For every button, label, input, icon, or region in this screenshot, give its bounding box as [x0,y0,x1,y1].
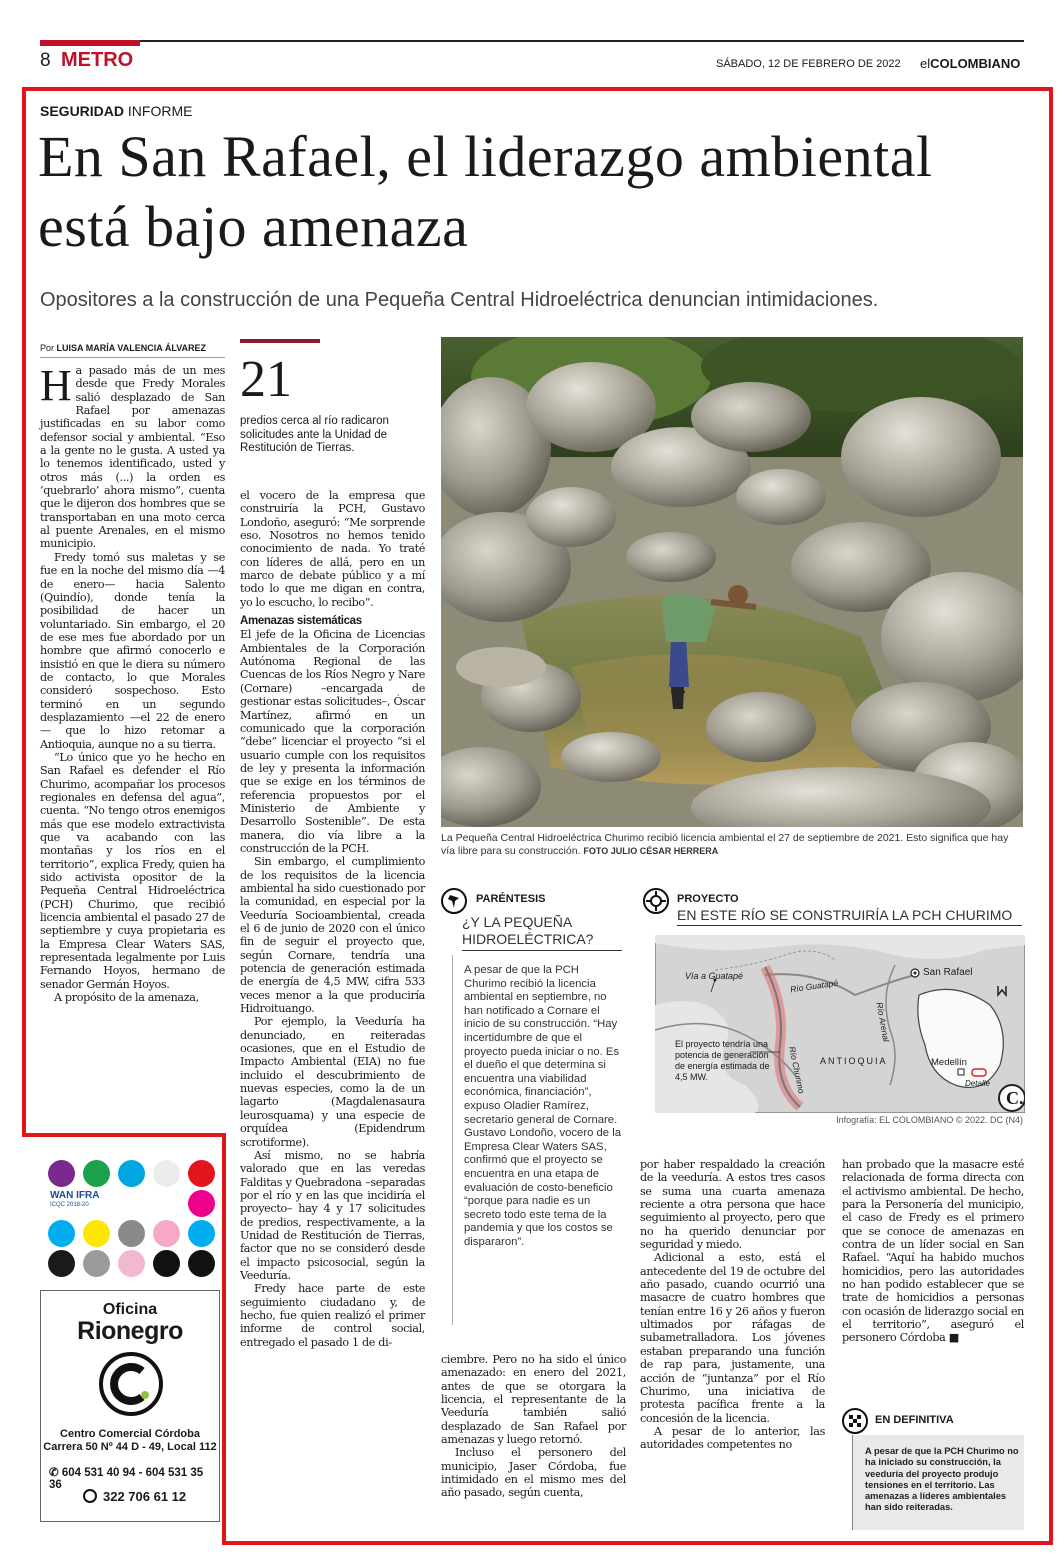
article-column-1 [40,361,225,1005]
paragraph: Ha pasado más de un mes desde que Fredy Morales salió desplazado de San Rafael por amenazas justificadas en su labor como defensor social y ambiental. “Eso a la gente no le gusta. A usted ya lo tenemos identificado, usted y otros más (...) la orden es ‘quebrarlo’ ahora mismo”, cuenta que le dijeron dos hombres que se transportaban en una moto cerca al puente Arenales, en el mismo municipio. [40,361,225,551]
kicker: SEGURIDAD INFORME [40,103,193,119]
byline: Por LUISA MARÍA VALENCIA ÁLVAREZ [40,343,207,353]
parentesis-text: A pesar de que la PCH Churimo recibió la licencia ambiental en septiembre, no han notificado a Cornare el inicio de su construcción. “Hay incertidumbre de que el proyecto pueda iniciar o no. Es el dueño el que determina si encuentra una viabilidad económica, financiación”, expuso Oladier Ramírez, secretario general de Cornare. Gustavo Londoño, vocero de la Empresa Clear Waters SAS, confirmó que el proyecto se encuentra en una etapa de evaluación de costo-beneficio “porque para nadie es un secreto todo este tema de la pandemia y que los costos se dispararon”. [464,964,622,1248]
color-swatch [153,1250,180,1277]
proyecto-label: PROYECTO [677,893,739,905]
paragraph: han probado que la masacre esté relacionada de forma directa con el activismo ambiental. De hecho, para la Personería del municipio, el caso de Fredy es el primero que se conoce de amenazas en contra de un líder social en San Rafael. “Aquí ha habido muchos homicidios, pero las autoridades no han podido establecer que se trate de homicidios a personas con ocasión de liderazgo social en el territorio”, aseguró el personero Córdoba ■ [842,1158,1024,1345]
stat-number: 21 [240,351,292,408]
map-credit: Infografía: EL COLOMBIANO © 2022. DC (N4) [836,1115,1023,1125]
headline: En San Rafael, el liderazgo ambiental está bajo amenaza [38,124,933,259]
color-swatch [83,1220,110,1247]
map-label-rio-arenal: Río Arenal [874,1001,892,1043]
newspaper-logo: elCOLOMBIANO [920,56,1021,71]
article-column-4 [640,1158,825,1452]
logo-c-icon: C. [1006,1088,1024,1108]
parentesis-rule [462,950,622,951]
inline-subhead: Amenazas sistemáticas [240,615,362,628]
section-tab [40,40,140,46]
subheadline: Opositores a la construcción de una Pequeña Central Hidroeléctrica denuncian intimidaciones. [40,289,879,311]
parentesis-label: PARÉNTESIS [476,893,546,905]
phone-icon: ✆ [49,1467,62,1479]
paragraph: Adicional a esto, está el antecedente del 19 de octubre del año pasado, cuando ocurrió una masacre de cuatro hombres que tenían entre 16 y 26 años y fueron ultimados por ráfagas de subametralladora. Los jóvenes estaban preparando una función de rap para, justamente, una acción de “juntanza” por el Río Churimo, una iniciativa de protesta pacífica frente a la concesión de la licencia. [640,1251,825,1425]
dropcap: H [40,361,72,410]
map-label-rio-guatape: Río Guatapé [789,977,839,995]
paragraph: Incluso el personero del municipio, Jaser Córdoba, fue intimidado en el mismo mes del año pasado, según cuenta, [441,1446,626,1500]
map-label-detalle: Detalle [965,1079,990,1088]
header-rule [40,40,1024,42]
color-swatch [83,1250,110,1277]
article-column-2 [240,489,425,1349]
paragraph: el vocero de la empresa que construiría la PCH, Gustavo Londoño, aseguró: “Me sorprende eso. Nosotros no hemos tenido conocimiento de nada. Yo traté con líderes de allá, pero en un marco de debate público y a mí todo lo que me digan en contra, yo lo escucho, lo recibo”. [240,489,425,609]
map-note: El proyecto tendría una potencia de generación de energía estimada de 4,5 MW. [675,1039,770,1082]
advertisement[interactable] [40,1290,220,1522]
issue-date: SÁBADO, 12 DE FEBRERO DE 2022 [716,58,901,70]
ad-address-line-2: Carrera 50 Nº 44 D - 49, Local 112 [43,1441,217,1453]
north-indicator [998,986,1007,995]
section-name: METRO [61,49,134,71]
color-swatch [118,1160,145,1187]
paragraph: ciembre. Pero no ha sido el único amenazado: en enero del 2021, antes de que se otorgara la licencia, el representante de la Veeduría también salió desplazado de San Rafael por amenazas y luego retornó. [441,1353,626,1447]
map-label-rio-churimo: Río Churimo [787,1045,807,1095]
color-swatch [188,1220,215,1247]
ad-city: Rionegro [77,1317,183,1345]
logo-icon [98,1351,164,1421]
paragraph: A propósito de la amenaza, [54,991,199,1005]
paragraph: “Lo único que yo he hecho en San Rafael es defender el Río Churimo, acompañar los procesos regionales en defensa del agua”, cuenta. “No tengo otros enemigos más que ese modelo extractivista que va acabando con las montañas y los ríos en el territorio”, explica Fredy, quien ha sido activista opositor de la Pequeña Central Hidroeléctrica (PCH) Churimo, que recibió licencia ambiental el pasado 27 de septiembre y cuya propietaria es la Empresa Clear Waters SAS, representada legalmente por Luis Fernando Hoyos, hermano de senador Germán Hoyos. [40,750,225,991]
wan-ifra-sub: ICQC 2018-20 [50,1202,89,1208]
page-number: 8 [40,50,51,71]
checker-icon [842,1408,868,1438]
ad-phone[interactable]: ✆ 604 531 40 94 - 604 531 35 36 [49,1467,204,1491]
map-label-via: Vía a Guatapé [685,971,744,981]
color-swatch [83,1160,110,1187]
color-swatch [153,1220,180,1247]
highlight-frame-step [22,1133,226,1137]
proyecto-title: EN ESTE RÍO SE CONSTRUIRÍA LA PCH CHURIMO [677,907,1013,923]
paragraph: Así mismo, no se habría valorado que en las veredas Falditas y Quebradona –separadas por el río y en las que incidiría el proyecto– hay 4 y 17 solicitudes de predios, respectivamente, a la Unidad de Restitución de Tierras, factor que no se consideró desde el impacto psicosocial, según la Veeduría. [240,1148,425,1282]
ad-address-line-1: Centro Comercial Córdoba [60,1428,200,1440]
photo-caption: La Pequeña Central Hidroeléctrica Churimo recibió licencia ambiental el 27 de septiembre de 2021. Esto significa que hay vía libre para su construcción. FOTO JULIO CÉSAR HERRERA [441,832,1009,857]
stat-rule [240,339,320,343]
location-map [655,935,1025,1113]
whatsapp-icon [83,1489,97,1503]
paragraph: Sin embargo, el cumplimiento de los requisitos de la licencia ambiental ha sido cuestionado por la comunidad, en especial por la Veeduría Socioambiental, creada el 6 de junio de 2020 con el único fin de seguir el proyecto que, según Cornare, tendría una potencia de generación estimada de energía de 4,5 MW, cifra 533 veces menor a la que produciría Hidroituango. [240,855,425,1016]
definitiva-label: EN DEFINITIVA [875,1414,954,1426]
paragraph: por haber respaldado la creación de la veeduría. A estos tres casos se suma una cuarta amenaza reciente a otra persona que hace seguimiento al proyecto, pero que no ha querido denunciar por seguridad y miedo. [640,1158,825,1252]
color-swatch [48,1220,75,1247]
color-swatch [188,1250,215,1277]
definitiva-text: A pesar de que la PCH Churimo no ha iniciado su construcción, la veeduría del proyecto produjo tensiones en el territorio. Las amenazas a líderes ambientales han sido reiteradas. [865,1446,1019,1513]
end-mark: ■ [948,1331,959,1345]
color-swatch [188,1160,215,1187]
article-column-5 [842,1158,1024,1345]
target-icon [643,888,669,918]
proyecto-rule [677,925,1022,926]
color-swatch [188,1190,215,1217]
parentesis-title: ¿Y LA PEQUEÑA HIDROELÉCTRICA? [462,914,594,947]
color-swatch [48,1250,75,1277]
ad-title: Oficina [102,1301,158,1318]
paragraph: Fredy tomó sus maletas y se fue en la noche del mismo día —4 de enero— hacia Salento (Quindío), donde tenía la posibilidad de hacer un voluntariado. Sin embargo, el 20 de ese mes fue abordado por un hombre que afirmó conocerlo e insistió en que le diera su número de contacto, lo que Morales consideró sospechoso. Esto terminó en un segundo desplazamiento —el 22 de enero— que lo hizo retomar a Antioquia, aunque no a su tierra. [40,550,225,751]
print-color-bar [44,1158,220,1288]
article-photo [441,337,1023,827]
paragraph: Fredy hace parte de este seguimiento ciudadano y, de hecho, fue quien realizó el primer informe de control social, entregado el pasado 1 de di- [240,1282,425,1349]
stat-text: predios cerca al río radicaron solicitudes ante la Unidad de Restitución de Tierras. [240,415,389,454]
paragraph: A pesar de lo anterior, las autoridades competentes no [640,1424,825,1452]
ad-whatsapp[interactable]: 322 706 61 12 [83,1489,186,1504]
photo-credit: FOTO JULIO CÉSAR HERRERA [583,846,719,856]
byline-rule [40,357,225,358]
paragraph: El jefe de la Oficina de Licencias Ambientales de la Corporación Autónoma Regional de las Cuencas de los Ríos Negro y Nare (Cornare) –encargada de gestionar estas solicitudes–, Óscar Martínez, afirmó en un comunicado que la corporación “debe” licenciar el proyecto “si el usuario cumple con los requisitos de ley y presenta la información que se exige en los términos de referencia propuestos por el Ministerio de Ambiente y Desarrollo Sostenible”. De esta manera, dio vía libre a la construcción de la PCH. [240,628,425,855]
color-swatch [153,1160,180,1187]
map-label-medellin: Medellín [931,1057,967,1068]
color-swatch [118,1250,145,1277]
color-swatch [118,1220,145,1247]
paragraph: Por ejemplo, la Veeduría ha denunciado, en reiteradas ocasiones, que en el Estudio de Impacto Ambiental (EIA) no fue incluido el descubrimiento de nuevas especies, como la de un lagarto (Magdalenasaura leurosquama) y una especie de orquídea (Epidendrum scrotiforme). [240,1015,425,1149]
article-column-3 [441,1353,626,1500]
color-swatch [48,1160,75,1187]
map-label-san-rafael: San Rafael [923,967,973,978]
map-label-antioquia: ANTIOQUIA [820,1056,888,1066]
wan-ifra-badge: WAN IFRA [50,1190,100,1201]
